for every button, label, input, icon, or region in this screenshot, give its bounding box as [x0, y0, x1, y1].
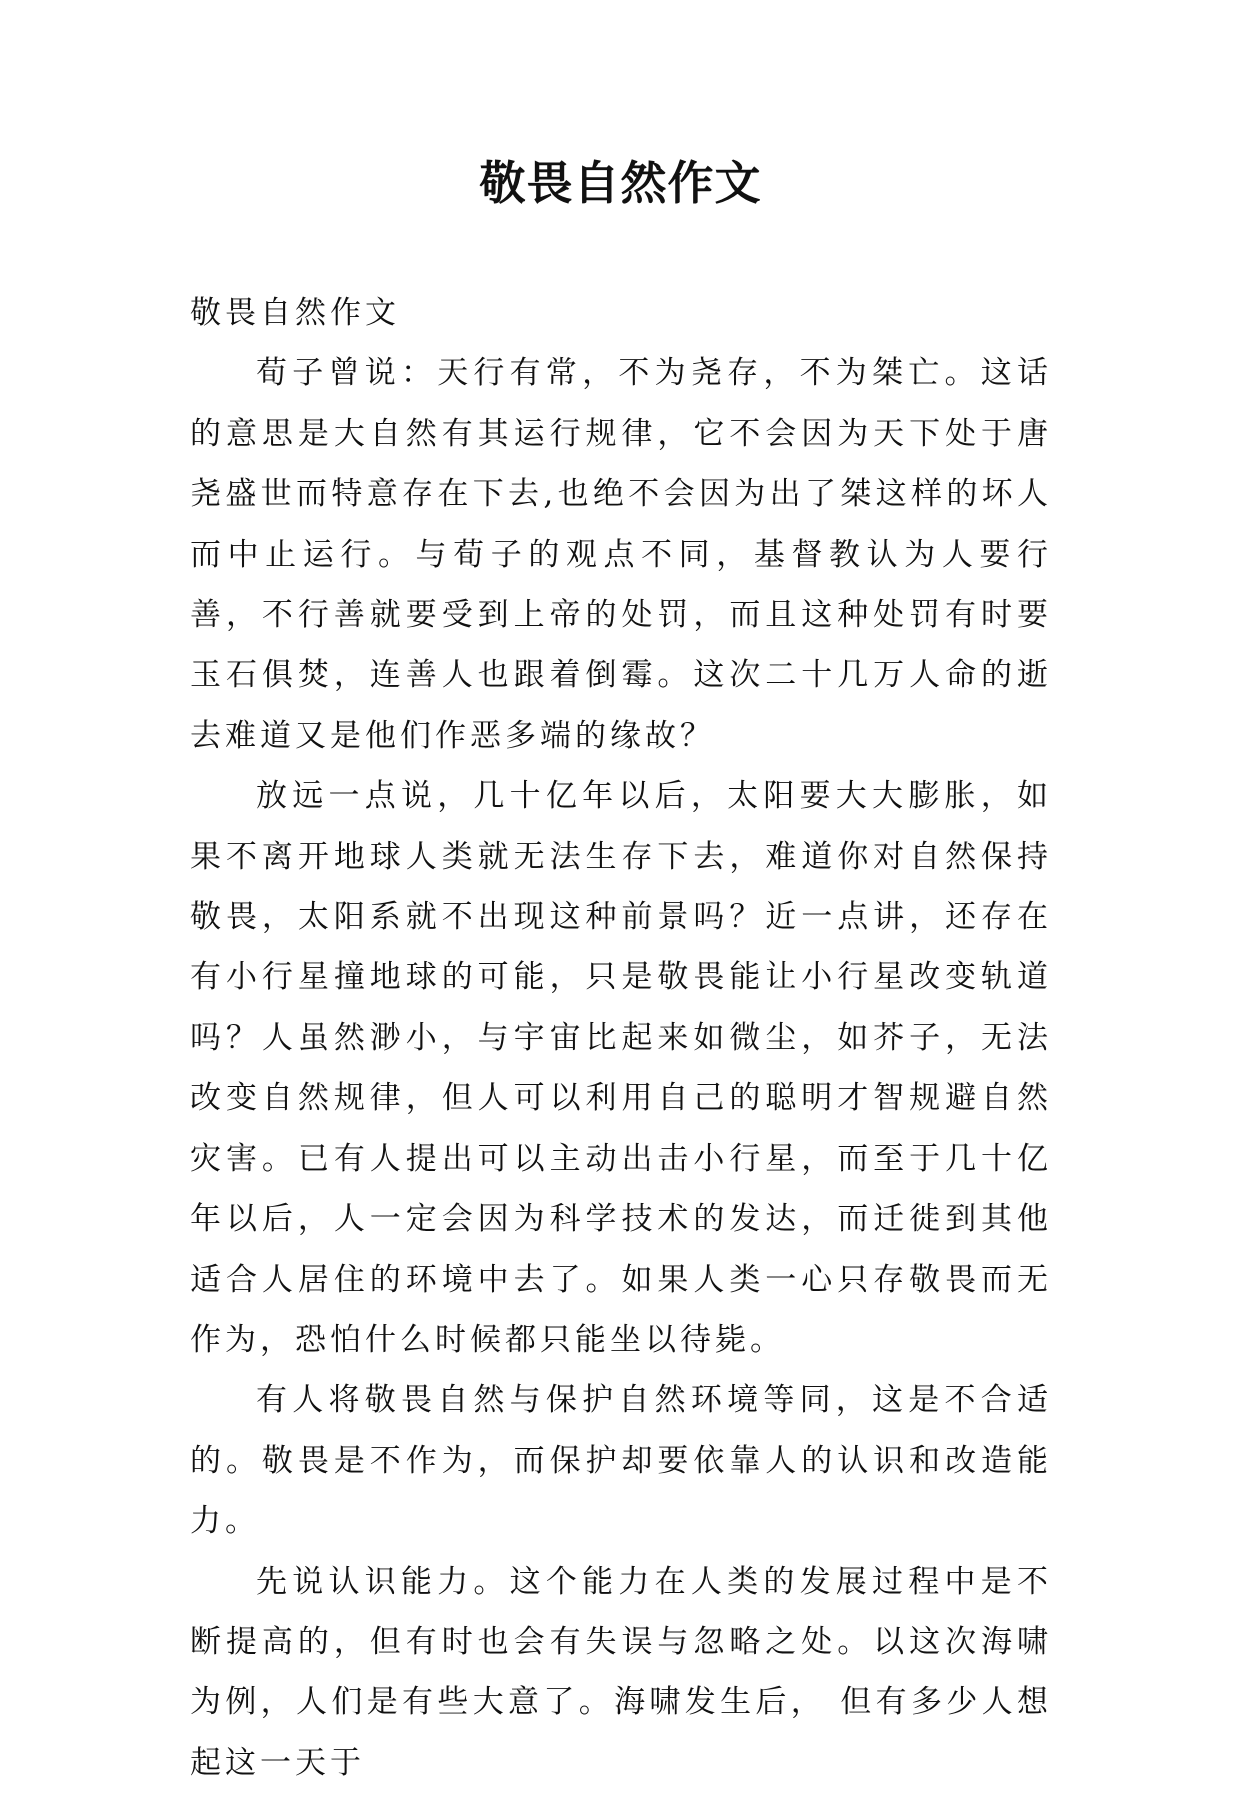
- document-subtitle: 敬畏自然作文: [190, 295, 400, 331]
- document-body: [190, 283, 1052, 1793]
- document-title: 敬畏自然作文: [479, 156, 762, 210]
- paragraph-1: 荀子曾说：天行有常，不为尧存，不为桀亡。这话的意思是大自然有其运行规律，它不会因为天下处于唐尧盛世而特意存在下去,也绝不会因为出了桀这样的坏人而中止运行。与荀子的观点不同，基督教认为人要行善，不行善就要受到上帝的处罚，而且这种处罚有时要玉石俱焚，连善人也跟着倒霉。这次二十几万人命的逝去难道又是他们作恶多端的缘故？: [190, 355, 1052, 754]
- paragraph-3: 有人将敬畏自然与保护自然环境等同，这是不合适的。敬畏是不作为，而保护却要依靠人的认识和改造能力。: [190, 1382, 1052, 1540]
- paragraph-4: 先说认识能力。这个能力在人类的发展过程中是不断提高的，但有时也会有失误与忽略之处。以这次海啸为例，人们是有些大意了。海啸发生后， 但有多少人想起这一天于: [190, 1563, 1052, 1781]
- paragraph-2: 放远一点说，几十亿年以后，太阳要大大膨胀，如果不离开地球人类就无法生存下去，难道你对自然保持敬畏，太阳系就不出现这种前景吗？近一点讲，还存在有小行星撞地球的可能，只是敬畏能让小行星改变轨道吗？人虽然渺小，与宇宙比起来如微尘，如芥子，无法改变自然规律，但人可以利用自己的聪明才智规避自然灾害。已有人提出可以主动出击小行星，而至于几十亿年以后，人一定会因为科学技术的发达，而迁徙到其他适合人居住的环境中去了。如果人类一心只存敬畏而无作为，恐怕什么时候都只能坐以待毙。: [190, 778, 1052, 1358]
